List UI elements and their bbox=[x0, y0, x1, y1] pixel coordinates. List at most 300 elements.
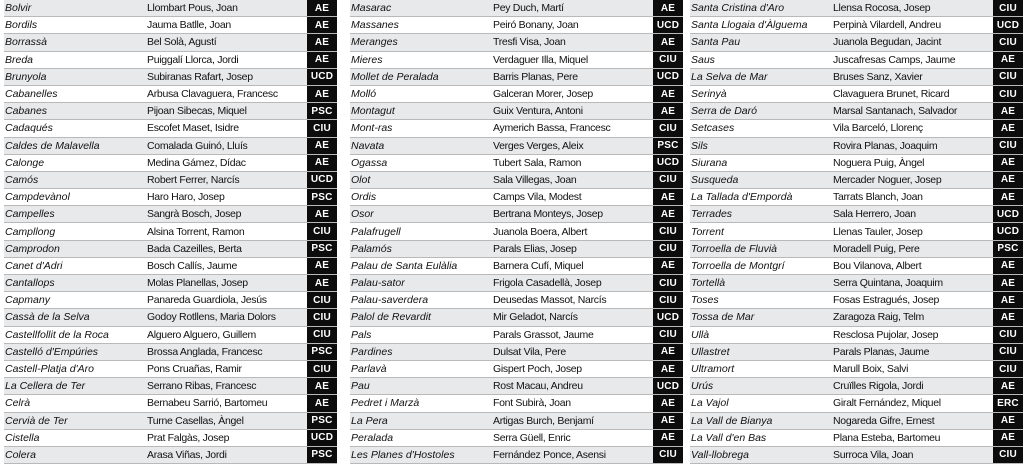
mayor-name: Pijoan Sibecas, Miquel bbox=[147, 105, 247, 118]
party-badge: AE bbox=[307, 86, 337, 102]
party-badge: CIU bbox=[653, 172, 683, 188]
mayor-name: Bel Solà, Agustí bbox=[147, 36, 217, 49]
party-badge: AE bbox=[993, 155, 1023, 171]
mayor-name: Comalada Guinó, Lluís bbox=[147, 139, 248, 152]
mayor-name: Puiggalí Llorca, Jordi bbox=[147, 53, 239, 66]
party-badge: UCD bbox=[653, 17, 683, 33]
municipality-name: La Cellera de Ter bbox=[5, 380, 86, 393]
table-row bbox=[690, 292, 1023, 309]
table-row bbox=[350, 86, 683, 103]
mayor-name: Turne Casellas, Àngel bbox=[147, 414, 244, 427]
municipality-name: Palamós bbox=[351, 242, 392, 255]
party-badge: CIU bbox=[307, 309, 337, 325]
municipality-name: La Tallada d'Empordà bbox=[691, 191, 793, 204]
municipality-name: Bordils bbox=[5, 19, 38, 32]
table-row bbox=[350, 378, 683, 395]
mayor-name: Fosas Estragués, Josep bbox=[833, 294, 940, 307]
party-badge: CIU bbox=[653, 292, 683, 308]
municipality-name: Mieres bbox=[351, 53, 383, 66]
mayor-name: Robert Ferrer, Narcís bbox=[147, 173, 240, 186]
mayor-name: Tubert Sala, Ramon bbox=[493, 156, 582, 169]
party-badge: AE bbox=[307, 395, 337, 411]
municipality-name: Cantallops bbox=[5, 277, 55, 290]
mayor-name: Sangrà Bosch, Josep bbox=[147, 208, 242, 221]
municipality-name: La Pera bbox=[351, 414, 388, 427]
municipality-name: Pedret i Marzà bbox=[351, 397, 420, 410]
mayor-name: Subiranas Rafart, Josep bbox=[147, 70, 253, 83]
table-row bbox=[350, 138, 683, 155]
party-badge: AE bbox=[993, 120, 1023, 136]
municipality-name: Campllong bbox=[5, 225, 56, 238]
table-row bbox=[4, 447, 337, 464]
party-badge: PSC bbox=[307, 189, 337, 205]
mayor-name: Nogareda Gifre, Ernest bbox=[833, 414, 935, 427]
mayor-name: Bou Vilanova, Albert bbox=[833, 259, 922, 272]
party-badge: CIU bbox=[993, 0, 1023, 16]
municipality-name: Torroella de Montgrí bbox=[691, 259, 785, 272]
table-row bbox=[4, 361, 337, 378]
mayor-name: Bruses Sanz, Xavier bbox=[833, 70, 923, 83]
municipality-name: Navata bbox=[351, 139, 385, 152]
party-badge: AE bbox=[993, 292, 1023, 308]
party-badge: AE bbox=[993, 309, 1023, 325]
municipality-name: Serra de Daró bbox=[691, 105, 757, 118]
municipality-name: Montagut bbox=[351, 105, 395, 118]
table-row bbox=[350, 361, 683, 378]
party-badge: AE bbox=[653, 34, 683, 50]
party-badge: AE bbox=[993, 258, 1023, 274]
party-badge: CIU bbox=[993, 327, 1023, 343]
mayor-name: Juanola Boera, Albert bbox=[493, 225, 588, 238]
municipality-name: La Vall de Bianya bbox=[691, 414, 773, 427]
table-row bbox=[4, 155, 337, 172]
municipality-name: Palau-sator bbox=[351, 277, 405, 290]
party-badge: CIU bbox=[993, 344, 1023, 360]
municipality-name: Les Planes d'Hostoles bbox=[351, 448, 455, 461]
mayor-name: Bosch Callís, Jaume bbox=[147, 259, 238, 272]
mayor-name: Pons Cruañas, Ramir bbox=[147, 363, 242, 376]
mayor-name: Vila Barceló, Llorenç bbox=[833, 122, 923, 135]
municipality-name: Tortellà bbox=[691, 277, 726, 290]
mayor-name: Surroca Vila, Joan bbox=[833, 448, 914, 461]
mayor-name: Juscafresas Camps, Jaume bbox=[833, 53, 956, 66]
mayor-name: Plana Esteba, Bartomeu bbox=[833, 431, 941, 444]
table-row bbox=[4, 275, 337, 292]
party-badge: UCD bbox=[307, 69, 337, 85]
table-row bbox=[690, 241, 1023, 258]
table-row bbox=[690, 258, 1023, 275]
table-row bbox=[350, 103, 683, 120]
table-row bbox=[350, 447, 683, 464]
mayor-name: Rost Macau, Andreu bbox=[493, 380, 583, 393]
municipality-name: Pals bbox=[351, 328, 372, 341]
table-row bbox=[690, 309, 1023, 326]
mayor-name: Mir Geladot, Narcís bbox=[493, 311, 578, 324]
table-row bbox=[690, 344, 1023, 361]
municipality-name: Santa Pau bbox=[691, 36, 741, 49]
party-badge: AE bbox=[993, 413, 1023, 429]
table-row bbox=[350, 206, 683, 223]
table-row bbox=[350, 17, 683, 34]
table-row bbox=[690, 275, 1023, 292]
party-badge: AE bbox=[307, 378, 337, 394]
mayor-name: Artigas Burch, Benjamí bbox=[493, 414, 594, 427]
party-badge: AE bbox=[653, 361, 683, 377]
table-row bbox=[350, 155, 683, 172]
party-badge: AE bbox=[993, 52, 1023, 68]
municipality-name: Breda bbox=[5, 53, 34, 66]
table-row bbox=[690, 120, 1023, 137]
mayor-name: Aymerich Bassa, Francesc bbox=[493, 122, 611, 135]
municipality-name: Terrades bbox=[691, 208, 733, 221]
mayor-name: Parals Elias, Josep bbox=[493, 242, 577, 255]
mayor-name: Bernabeu Sarrió, Bartomeu bbox=[147, 397, 268, 410]
municipality-name: Brunyola bbox=[5, 70, 47, 83]
party-badge: AE bbox=[993, 430, 1023, 446]
mayor-name: Peiró Bonany, Joan bbox=[493, 19, 579, 32]
municipality-name: Celrà bbox=[5, 397, 31, 410]
mayor-name: Galceran Morer, Josep bbox=[493, 88, 593, 101]
table-row bbox=[350, 241, 683, 258]
party-badge: UCD bbox=[653, 378, 683, 394]
table-row bbox=[690, 447, 1023, 464]
table-row bbox=[4, 120, 337, 137]
table-row bbox=[4, 378, 337, 395]
municipality-name: Colera bbox=[5, 448, 36, 461]
table-row bbox=[350, 223, 683, 240]
mayor-name: Deusedas Massot, Narcís bbox=[493, 294, 607, 307]
mayor-name: Perpinà Vilardell, Andreu bbox=[833, 19, 941, 32]
municipality-name: Setcases bbox=[691, 122, 735, 135]
municipality-name: Sils bbox=[691, 139, 708, 152]
party-badge: UCD bbox=[307, 430, 337, 446]
party-badge: AE bbox=[653, 395, 683, 411]
table-row bbox=[690, 0, 1023, 17]
table-column-1 bbox=[4, 0, 337, 464]
municipality-name: Vall-llobrega bbox=[691, 448, 749, 461]
mayor-name: Godoy Rotllens, Maria Dolors bbox=[147, 311, 276, 324]
mayor-name: Barris Planas, Pere bbox=[493, 70, 578, 83]
table-row bbox=[350, 69, 683, 86]
municipality-name: Canet d'Adri bbox=[5, 259, 63, 272]
table-row bbox=[350, 395, 683, 412]
party-badge: CIU bbox=[653, 52, 683, 68]
party-badge: AE bbox=[993, 103, 1023, 119]
mayor-name: Alsina Torrent, Ramon bbox=[147, 225, 245, 238]
party-badge: AE bbox=[653, 103, 683, 119]
party-badge: AE bbox=[653, 413, 683, 429]
table-row bbox=[690, 327, 1023, 344]
table-row bbox=[4, 69, 337, 86]
table-row bbox=[4, 206, 337, 223]
municipality-name: Masarac bbox=[351, 2, 392, 15]
municipality-name: Toses bbox=[691, 294, 719, 307]
party-badge: CIU bbox=[653, 223, 683, 239]
party-badge: CIU bbox=[307, 223, 337, 239]
party-badge: CIU bbox=[653, 241, 683, 257]
municipality-name: Susqueda bbox=[691, 173, 739, 186]
party-badge: AE bbox=[307, 275, 337, 291]
mayor-name: Camps Vila, Modest bbox=[493, 191, 582, 204]
municipality-name: Pau bbox=[351, 380, 370, 393]
party-badge: CIU bbox=[307, 292, 337, 308]
table-row bbox=[690, 395, 1023, 412]
party-badge: PSC bbox=[993, 241, 1023, 257]
mayor-name: Serra Quintana, Joaquim bbox=[833, 277, 943, 290]
municipality-name: Palau de Santa Eulàlia bbox=[351, 259, 458, 272]
mayor-name: Llensa Rocosa, Josep bbox=[833, 2, 931, 15]
municipality-name: Palafrugell bbox=[351, 225, 401, 238]
party-badge: AE bbox=[993, 172, 1023, 188]
municipality-name: Torrent bbox=[691, 225, 724, 238]
municipality-name: Cistella bbox=[5, 431, 40, 444]
mayor-name: Tarrats Blanch, Joan bbox=[833, 191, 923, 204]
municipality-name: Cassà de la Selva bbox=[5, 311, 90, 324]
party-badge: PSC bbox=[653, 138, 683, 154]
mayor-name: Clavaguera Brunet, Ricard bbox=[833, 88, 950, 101]
party-badge: PSC bbox=[307, 103, 337, 119]
municipality-name: Borrassà bbox=[5, 36, 48, 49]
table-row bbox=[690, 413, 1023, 430]
party-badge: CIU bbox=[993, 447, 1023, 463]
mayor-name: Parals Planas, Jaume bbox=[833, 345, 930, 358]
table-row bbox=[4, 103, 337, 120]
party-badge: AE bbox=[307, 52, 337, 68]
mayor-name: Parals Grassot, Jaume bbox=[493, 328, 594, 341]
table-row bbox=[690, 69, 1023, 86]
municipality-name: Pardines bbox=[351, 345, 393, 358]
municipality-name: Calonge bbox=[5, 156, 45, 169]
table-column-3 bbox=[690, 0, 1023, 464]
party-badge: CIU bbox=[307, 327, 337, 343]
mayor-name: Marsal Santanach, Salvador bbox=[833, 105, 958, 118]
municipality-name: Mollet de Peralada bbox=[351, 70, 439, 83]
municipality-name: Bolvir bbox=[5, 2, 32, 15]
table-row bbox=[690, 34, 1023, 51]
table-row bbox=[4, 413, 337, 430]
table-row bbox=[4, 86, 337, 103]
mayor-name: Bada Cazeilles, Berta bbox=[147, 242, 242, 255]
municipality-name: Santa Cristina d'Aro bbox=[691, 2, 785, 15]
municipality-name: Castellfollit de la Roca bbox=[5, 328, 109, 341]
table-row bbox=[350, 0, 683, 17]
mayor-name: Arbusa Clavaguera, Francesc bbox=[147, 88, 278, 101]
mayor-name: Alguero Alguero, Guillem bbox=[147, 328, 256, 341]
party-badge: UCD bbox=[653, 69, 683, 85]
party-badge: CIU bbox=[653, 120, 683, 136]
party-badge: UCD bbox=[653, 155, 683, 171]
party-badge: CIU bbox=[307, 361, 337, 377]
mayor-name: Haro Haro, Josep bbox=[147, 191, 225, 204]
table-row bbox=[4, 344, 337, 361]
mayor-name: Zaragoza Raig, Telm bbox=[833, 311, 924, 324]
municipality-name: Caldes de Malavella bbox=[5, 139, 100, 152]
mayor-name: Llombart Pous, Joan bbox=[147, 2, 238, 15]
party-badge: AE bbox=[307, 17, 337, 33]
table-row bbox=[4, 223, 337, 240]
table-row bbox=[4, 430, 337, 447]
table-row bbox=[690, 86, 1023, 103]
table-row bbox=[690, 189, 1023, 206]
municipality-name: Urús bbox=[691, 380, 714, 393]
party-badge: CIU bbox=[307, 120, 337, 136]
mayor-name: Guix Ventura, Antoni bbox=[493, 105, 583, 118]
mayor-name: Tresfi Visa, Joan bbox=[493, 36, 566, 49]
municipality-name: Ultramort bbox=[691, 363, 735, 376]
municipality-name: Santa Llogaia d'Àlguema bbox=[691, 19, 808, 32]
municipality-name: La Vall d'en Bas bbox=[691, 431, 767, 444]
party-badge: AE bbox=[653, 430, 683, 446]
mayor-name: Verges Verges, Aleix bbox=[493, 139, 584, 152]
party-badge: UCD bbox=[993, 17, 1023, 33]
table-row bbox=[4, 189, 337, 206]
mayor-name: Verdaguer Illa, Miquel bbox=[493, 53, 588, 66]
table-row bbox=[690, 17, 1023, 34]
party-badge: AE bbox=[653, 206, 683, 222]
mayor-name: Gispert Poch, Josep bbox=[493, 363, 582, 376]
municipality-name: Cabanes bbox=[5, 105, 48, 118]
municipality-name: Tossa de Mar bbox=[691, 311, 755, 324]
mayor-name: Moradell Puig, Pere bbox=[833, 242, 920, 255]
party-badge: AE bbox=[653, 258, 683, 274]
party-badge: CIU bbox=[653, 275, 683, 291]
municipality-name: Palau-saverdera bbox=[351, 294, 429, 307]
mayor-name: Font Subirà, Joan bbox=[493, 397, 571, 410]
table-row bbox=[690, 103, 1023, 120]
table-row bbox=[4, 17, 337, 34]
table-row bbox=[690, 223, 1023, 240]
municipality-name: Siurana bbox=[691, 156, 728, 169]
table-row bbox=[690, 361, 1023, 378]
mayor-name: Dulsat Vila, Pere bbox=[493, 345, 566, 358]
party-badge: ERC bbox=[993, 395, 1023, 411]
municipality-name: Castell-Platja d'Aro bbox=[5, 363, 94, 376]
table-row bbox=[690, 52, 1023, 69]
mayor-name: Barnera Cufí, Miquel bbox=[493, 259, 584, 272]
table-row bbox=[350, 309, 683, 326]
party-badge: UCD bbox=[993, 206, 1023, 222]
table-row bbox=[4, 52, 337, 69]
table-row bbox=[690, 138, 1023, 155]
party-badge: PSC bbox=[307, 447, 337, 463]
municipality-name: Torroella de Fluvià bbox=[691, 242, 777, 255]
table-row bbox=[690, 430, 1023, 447]
municipality-name: Mont-ras bbox=[351, 122, 393, 135]
municipality-name: Cervià de Ter bbox=[5, 414, 68, 427]
mayor-name: Escofet Maset, Isidre bbox=[147, 122, 239, 135]
table-column-2 bbox=[350, 0, 683, 464]
table-row bbox=[4, 327, 337, 344]
municipality-name: Camprodon bbox=[5, 242, 60, 255]
party-badge: UCD bbox=[653, 309, 683, 325]
party-badge: CIU bbox=[993, 86, 1023, 102]
mayor-name: Marull Boix, Salvi bbox=[833, 363, 909, 376]
table-row bbox=[4, 292, 337, 309]
municipality-name: Palol de Revardit bbox=[351, 311, 431, 324]
table-row bbox=[350, 258, 683, 275]
mayor-name: Giralt Fernández, Miquel bbox=[833, 397, 941, 410]
party-badge: AE bbox=[993, 189, 1023, 205]
mayor-name: Fernández Ponce, Asensi bbox=[493, 448, 606, 461]
municipality-name: Saus bbox=[691, 53, 715, 66]
party-badge: CIU bbox=[993, 69, 1023, 85]
party-badge: AE bbox=[307, 138, 337, 154]
municipality-name: Peralada bbox=[351, 431, 394, 444]
mayor-name: Mercader Noguer, Josep bbox=[833, 173, 942, 186]
party-badge: CIU bbox=[653, 327, 683, 343]
party-badge: AE bbox=[993, 275, 1023, 291]
table-row bbox=[4, 258, 337, 275]
party-badge: AE bbox=[653, 86, 683, 102]
mayor-name: Resclosa Pujolar, Josep bbox=[833, 328, 939, 341]
municipality-name: Parlavà bbox=[351, 363, 387, 376]
table-row bbox=[4, 138, 337, 155]
table-row bbox=[350, 120, 683, 137]
party-badge: UCD bbox=[993, 223, 1023, 239]
table-row bbox=[4, 309, 337, 326]
party-badge: AE bbox=[307, 34, 337, 50]
mayor-name: Rovira Planas, Joaquim bbox=[833, 139, 938, 152]
mayor-name: Llenas Tauler, Josep bbox=[833, 225, 923, 238]
table-row bbox=[4, 172, 337, 189]
table-row bbox=[350, 344, 683, 361]
table-row bbox=[350, 52, 683, 69]
party-badge: PSC bbox=[307, 241, 337, 257]
municipality-name: Castelló d'Empúries bbox=[5, 345, 99, 358]
mayor-name: Sala Villegas, Joan bbox=[493, 173, 577, 186]
municipality-name: Ullà bbox=[691, 328, 710, 341]
party-badge: AE bbox=[653, 0, 683, 16]
mayor-name: Pey Duch, Martí bbox=[493, 2, 564, 15]
table-row bbox=[690, 155, 1023, 172]
municipality-name: Campdevànol bbox=[5, 191, 70, 204]
table-row bbox=[350, 413, 683, 430]
municipality-name: Ogassa bbox=[351, 156, 388, 169]
table-row bbox=[350, 292, 683, 309]
table-row bbox=[690, 206, 1023, 223]
table-row bbox=[350, 327, 683, 344]
municipality-name: Osor bbox=[351, 208, 374, 221]
table-row bbox=[350, 189, 683, 206]
party-badge: AE bbox=[653, 344, 683, 360]
mayor-name: Molas Planellas, Josep bbox=[147, 277, 248, 290]
party-badge: AE bbox=[993, 378, 1023, 394]
mayor-name: Sala Herrero, Joan bbox=[833, 208, 916, 221]
municipality-name: Molló bbox=[351, 88, 377, 101]
party-badge: CIU bbox=[653, 447, 683, 463]
party-badge: PSC bbox=[307, 413, 337, 429]
municipality-name: Ordis bbox=[351, 191, 377, 204]
mayor-name: Jauma Batlle, Joan bbox=[147, 19, 231, 32]
mayor-name: Medina Gámez, Dídac bbox=[147, 156, 246, 169]
mayor-name: Prat Falgàs, Josep bbox=[147, 431, 230, 444]
table-row bbox=[690, 378, 1023, 395]
mayor-name: Frigola Casadellà, Josep bbox=[493, 277, 602, 290]
table-row bbox=[690, 172, 1023, 189]
party-badge: AE bbox=[307, 206, 337, 222]
table-row bbox=[4, 395, 337, 412]
mayor-name: Bertrana Monteys, Josep bbox=[493, 208, 603, 221]
municipality-name: Cabanelles bbox=[5, 88, 58, 101]
municipality-name: Meranges bbox=[351, 36, 398, 49]
municipality-name: Ullastret bbox=[691, 345, 730, 358]
table-row bbox=[350, 430, 683, 447]
party-badge: UCD bbox=[307, 172, 337, 188]
party-badge: CIU bbox=[993, 34, 1023, 50]
mayor-name: Cruïlles Rigola, Jordi bbox=[833, 380, 924, 393]
table-row bbox=[350, 172, 683, 189]
table-row bbox=[4, 241, 337, 258]
